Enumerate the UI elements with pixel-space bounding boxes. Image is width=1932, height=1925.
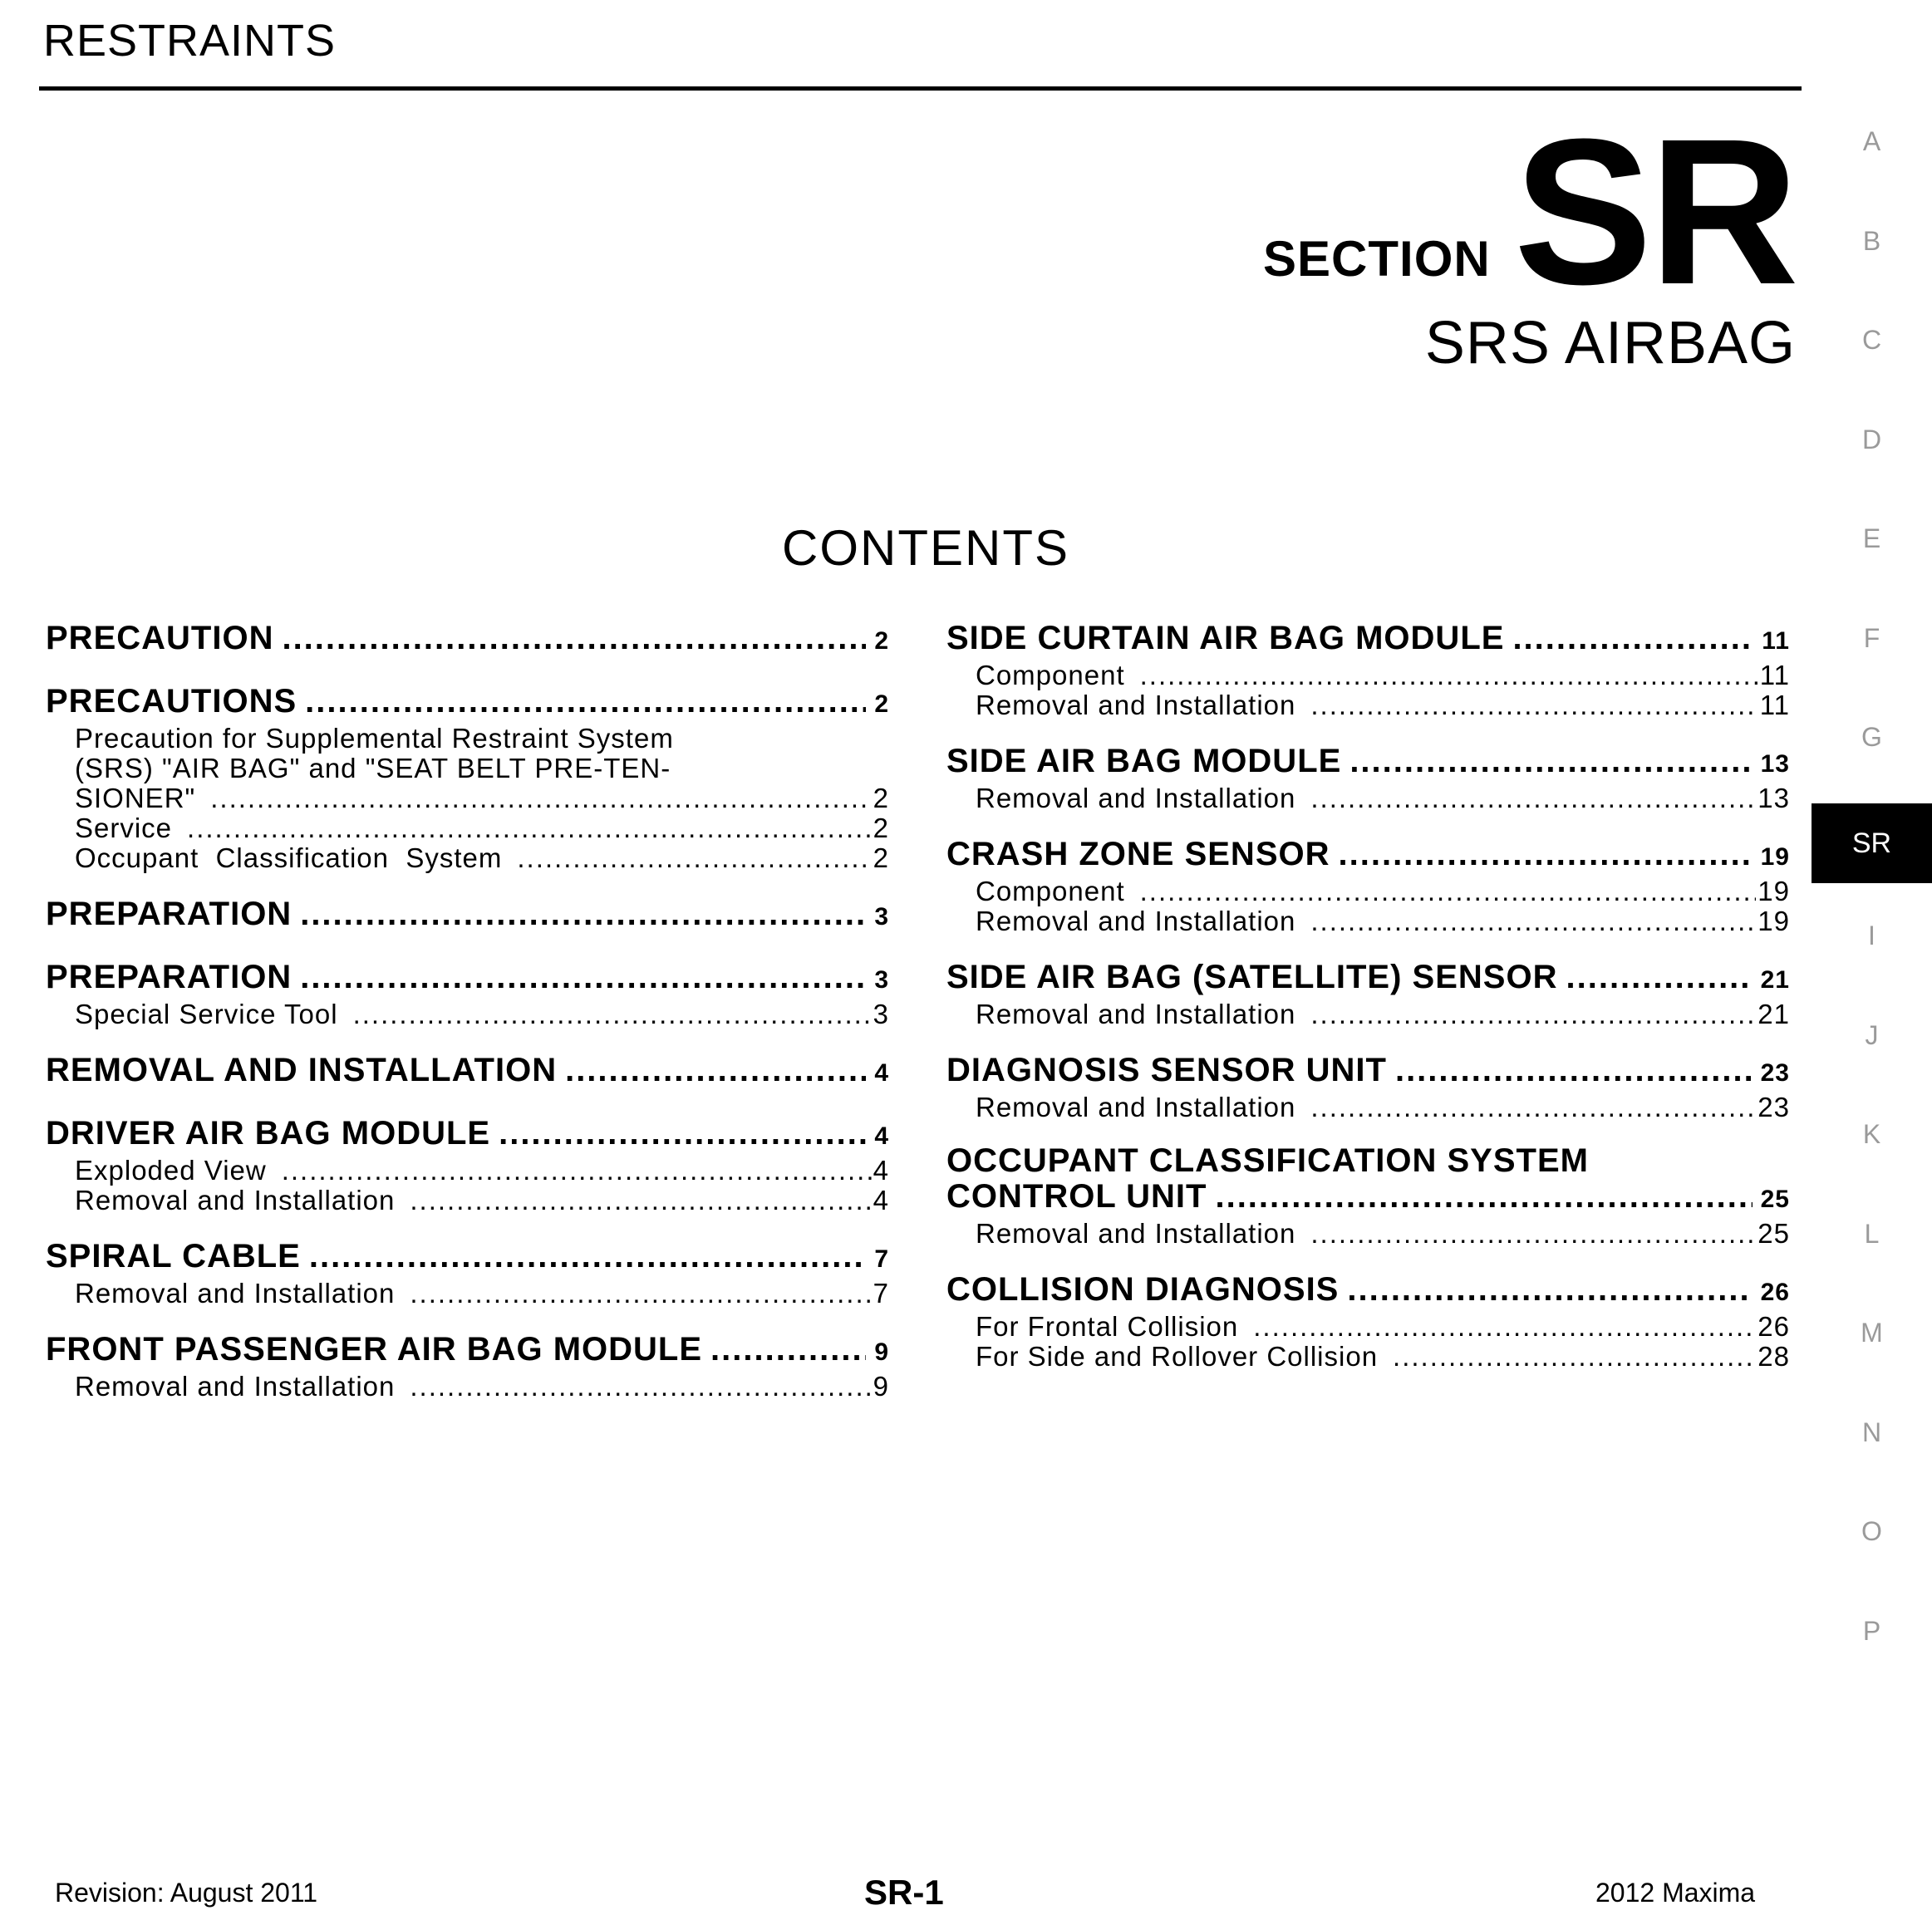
toc-dot-leader [1349,742,1752,780]
toc-right-column [946,619,1790,1372]
toc-label: Removal and Installation [75,1278,396,1309]
toc-dot-leader [1339,835,1753,873]
toc-page: 7 [873,1278,889,1309]
toc-dot-leader [187,813,872,843]
tab-p[interactable]: P [1862,1615,1881,1646]
toc-entry-diagnosis-sensor[interactable] [946,1051,1790,1093]
toc-label: DIAGNOSIS SENSOR UNIT [946,1052,1387,1088]
footer-revision: Revision: August 2011 [55,1878,318,1908]
toc-page: 23 [1760,1059,1790,1087]
toc-page: 26 [1757,1311,1790,1342]
toc-dot-leader [565,1051,866,1089]
toc-label: For Frontal Collision [976,1311,1239,1342]
toc-label: COLLISION DIAGNOSIS [946,1271,1340,1308]
toc-dot-leader [410,1279,871,1309]
toc-entry-removal-and-installation[interactable] [46,1051,889,1093]
toc-label: FRONT PASSENGER AIR BAG MODULE [46,1331,703,1368]
toc-dot-leader [410,1372,871,1402]
section-tabs [1812,108,1932,1697]
toc-dot-leader [1512,619,1753,657]
toc-label-line-1: OCCUPANT CLASSIFICATION SYSTEM [946,1142,1589,1179]
toc-label-line-3 [46,783,889,813]
toc-dot-leader [499,1114,866,1152]
tab-d[interactable]: D [1861,424,1882,454]
toc-page: 19 [1757,906,1790,936]
toc-label: SIDE AIR BAG (SATELLITE) SENSOR [946,959,1558,995]
toc-entry-occupant-control[interactable] [946,1144,1790,1219]
toc-page: 21 [1757,999,1790,1029]
toc-page: 21 [1760,966,1790,994]
toc-entry-crash-zone[interactable] [946,835,1790,877]
toc-dot-leader [1393,1342,1756,1372]
toc-label: CRASH ZONE SENSOR [946,836,1330,872]
toc-dot-leader [1395,1051,1753,1089]
toc-entry-occupant-control-removal[interactable] [946,1219,1790,1249]
toc-label: Component [976,660,1125,690]
tab-sr-active[interactable]: SR [1812,803,1932,883]
toc-label: Service [75,813,173,843]
toc-page: 23 [1757,1092,1790,1122]
toc-entry-satellite-removal[interactable] [946,999,1790,1029]
toc-page: 25 [1757,1218,1790,1249]
toc-dot-leader [309,1237,866,1275]
toc-entry-spiral-cable[interactable] [46,1237,889,1279]
section-word: SECTION [1263,231,1491,287]
toc-dot-leader [300,895,866,933]
toc-page: 4 [873,1185,889,1215]
toc-label: Component [976,876,1125,906]
toc-entry-service[interactable] [46,813,889,843]
toc-entry-spiral-removal[interactable] [46,1279,889,1309]
toc-label: PREPARATION [46,896,293,932]
toc-entry-side-curtain-removal[interactable] [946,690,1790,720]
toc-entry-precautions[interactable] [46,682,889,724]
toc-dot-leader [1310,1219,1756,1249]
toc-label-line-2 [946,1177,1790,1219]
toc-entry-driver-removal[interactable] [46,1186,889,1215]
toc-page: 3 [874,903,889,931]
toc-entry-srs-precaution[interactable] [46,724,889,813]
toc-dot-leader [710,1330,866,1368]
toc-page: 2 [874,627,889,655]
toc-entry-side-air-bag-removal[interactable] [946,783,1790,813]
toc-label: Removal and Installation [75,1371,396,1402]
toc-page: 2 [873,813,889,843]
toc-label: Removal and Installation [976,999,1296,1029]
toc-label: SIONER" [75,783,196,813]
toc-label: Removal and Installation [976,690,1296,720]
toc-entry-side-air-bag[interactable] [946,742,1790,783]
toc-page: 4 [873,1155,889,1186]
toc-label: Removal and Installation [976,1092,1296,1122]
toc-label-line-2: (SRS) "AIR BAG" and "SEAT BELT PRE-TEN- [75,753,671,783]
toc-page: 11 [1759,690,1790,720]
tab-e[interactable]: E [1862,523,1881,553]
toc-page: 13 [1757,783,1790,813]
toc-entry-front-passenger[interactable] [46,1330,889,1372]
toc-dot-leader [282,1156,872,1186]
toc-page: 3 [874,966,889,994]
toc-label: SPIRAL CABLE [46,1238,301,1274]
toc-entry-preparation-main[interactable] [46,895,889,936]
toc-label: SIDE AIR BAG MODULE [946,743,1342,779]
contents-title: CONTENTS [782,520,1069,576]
toc-label: Removal and Installation [976,906,1296,936]
toc-dot-leader [1310,1093,1756,1122]
toc-dot-leader [517,843,871,873]
toc-page: 13 [1760,750,1790,778]
toc-entry-precaution[interactable] [46,619,889,660]
toc-dot-leader [1310,906,1756,936]
toc-dot-leader [353,999,872,1029]
toc-entry-driver-exploded-view[interactable] [46,1156,889,1186]
toc-dot-leader [1140,660,1758,690]
toc-dot-leader [282,619,866,657]
header-title: RESTRAINTS [43,16,337,66]
toc-dot-leader [305,682,866,720]
toc-label: Occupant Classification System [75,842,503,873]
toc-label: For Side and Rollover Collision [976,1341,1379,1372]
toc-label: Exploded View [75,1155,267,1186]
toc-page: 19 [1760,843,1790,871]
toc-page: 2 [874,690,889,718]
toc-label: PREPARATION [46,959,293,995]
toc-dot-leader [210,783,871,813]
toc-entry-frontal-collision[interactable] [946,1312,1790,1342]
toc-entry-preparation[interactable] [46,958,889,999]
toc-page: 9 [874,1338,889,1366]
tab-j[interactable]: J [1865,1019,1879,1050]
tab-a[interactable]: A [1862,126,1881,156]
toc-page: 2 [873,842,889,873]
toc-entry-satellite-sensor[interactable] [946,958,1790,999]
tab-b[interactable]: B [1862,225,1881,256]
tab-i[interactable]: I [1868,921,1875,950]
toc-label: Removal and Installation [75,1185,396,1215]
toc-dot-leader [410,1186,871,1215]
tab-n[interactable]: N [1861,1417,1882,1447]
toc-page: 3 [873,999,889,1029]
toc-entry-side-curtain-component[interactable] [946,660,1790,690]
tab-g[interactable]: G [1861,722,1882,752]
toc-label: PRECAUTION [46,620,274,656]
toc-page: 11 [1759,660,1790,690]
toc-entry-special-service-tool[interactable] [46,999,889,1029]
toc-page: 4 [874,1059,889,1087]
page-footer [0,1873,1932,1915]
toc-label: CONTROL UNIT [946,1178,1207,1215]
toc-dot-leader [1566,958,1752,996]
tab-k[interactable]: K [1862,1119,1881,1149]
toc-dot-leader [1347,1270,1752,1309]
toc-page: 2 [873,783,889,813]
toc-label: DRIVER AIR BAG MODULE [46,1115,491,1152]
tab-o[interactable]: O [1861,1516,1882,1546]
toc-page: 9 [873,1371,889,1402]
toc-dot-leader [1310,999,1756,1029]
toc-dot-leader [300,958,866,996]
section-heading [1263,96,1796,377]
footer-page-number: SR-1 [864,1873,944,1912]
footer-model: 2012 Maxima [1595,1878,1756,1908]
toc-dot-leader [1253,1312,1756,1342]
section-code: SR [1513,96,1796,327]
tab-c[interactable]: C [1861,325,1882,355]
toc-page: 19 [1757,876,1790,906]
toc-entry-crash-zone-component[interactable] [946,877,1790,906]
toc-entry-side-rollover-collision[interactable] [946,1342,1790,1372]
header-rule [39,86,1802,91]
toc-label: Removal and Installation [976,783,1296,813]
toc-page: 11 [1762,627,1790,655]
toc-label: Removal and Installation [976,1218,1296,1249]
toc-page: 28 [1757,1341,1790,1372]
toc-label: Special Service Tool [75,999,338,1029]
section-name: SRS AIRBAG [1424,310,1796,376]
toc-label: REMOVAL AND INSTALLATION [46,1052,558,1088]
tab-m[interactable]: M [1861,1318,1883,1348]
toc-left-column [46,619,889,1402]
toc-dot-leader [1310,690,1757,720]
toc-page: 7 [874,1245,889,1273]
toc-label: PRECAUTIONS [46,683,297,719]
toc-dot-leader [1140,877,1757,906]
tab-l[interactable]: L [1864,1218,1880,1249]
toc-dot-leader [1215,1177,1752,1215]
toc-entry-diagnosis-removal[interactable] [946,1093,1790,1122]
toc-page: 25 [1760,1186,1790,1213]
toc-dot-leader [1310,783,1756,813]
toc-label: SIDE CURTAIN AIR BAG MODULE [946,620,1505,656]
toc-entry-front-passenger-removal[interactable] [46,1372,889,1402]
toc-entry-crash-zone-removal[interactable] [946,906,1790,936]
toc-label-line-1: Precaution for Supplemental Restraint System [75,723,674,754]
tab-f[interactable]: F [1863,622,1880,653]
toc-page: 4 [874,1122,889,1150]
toc-entry-occupant-classification[interactable] [46,843,889,873]
toc-entry-collision-diagnosis[interactable] [946,1270,1790,1312]
toc-entry-driver-air-bag-module[interactable] [46,1114,889,1156]
toc-entry-side-curtain[interactable] [946,619,1790,660]
toc-page: 26 [1760,1279,1790,1306]
